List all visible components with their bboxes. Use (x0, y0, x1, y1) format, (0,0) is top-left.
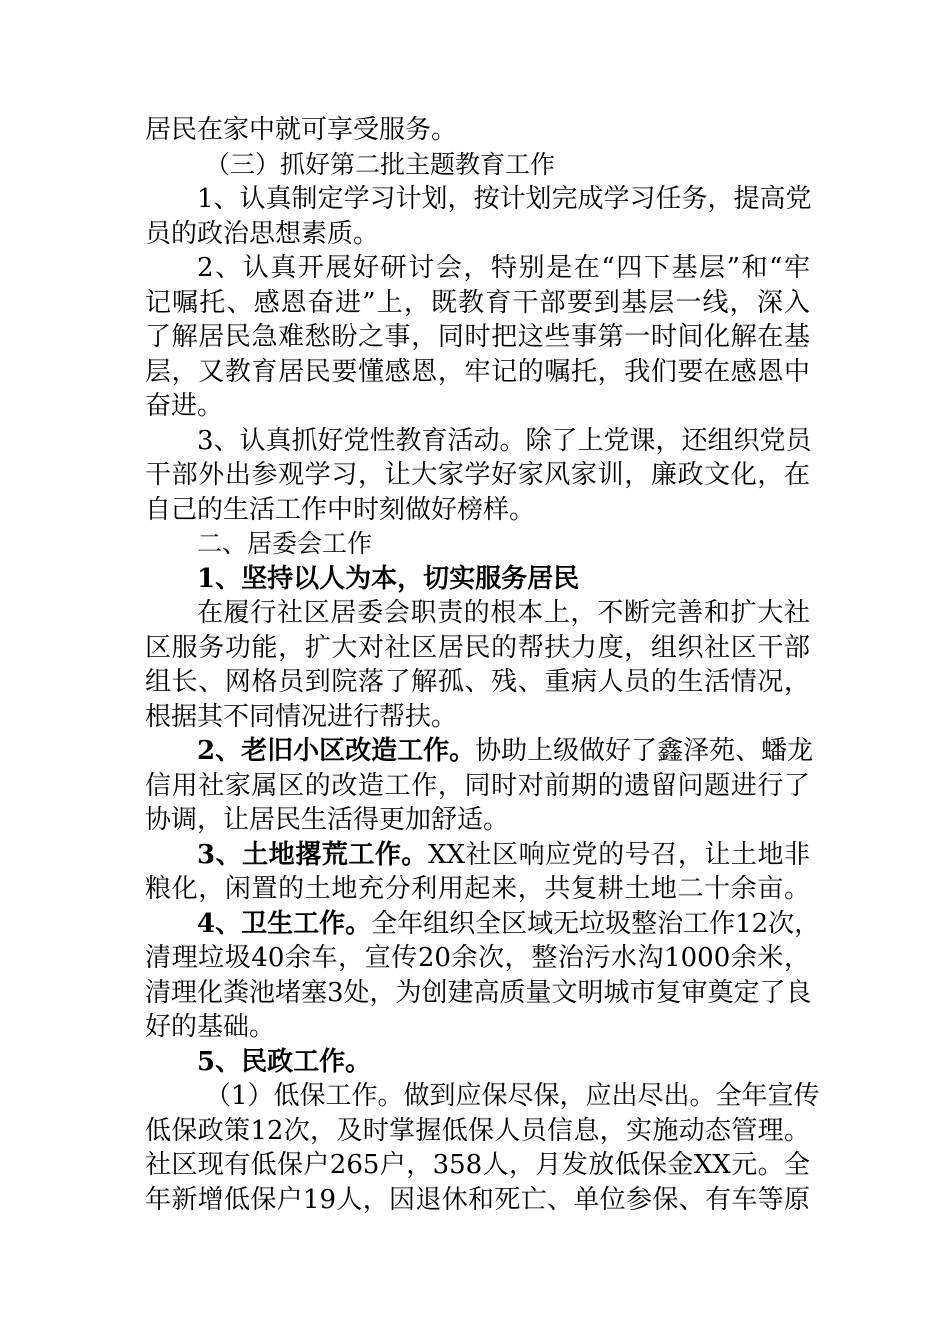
paragraph-line: 1、认真制定学习计划，按计划完成学习任务，提高党 (197, 184, 812, 214)
paragraph-line: 自己的生活工作中时刻做好榜样。 (145, 494, 536, 525)
paragraph-line (145, 734, 814, 769)
paragraph-line: 组长、网格员到院落了解孤、残、重病人员的生活情况， (145, 667, 810, 697)
paragraph-line (145, 838, 810, 873)
paragraph-line: （1）低保工作。做到应保尽保，应出尽出。全年宣传 (205, 1081, 820, 1111)
section-heading: （三）抓好第二批主题教育工作 (205, 149, 556, 179)
paragraph-line (145, 907, 821, 942)
item-title: 4、卫生工作。 (197, 908, 372, 939)
document-page (145, 113, 821, 1217)
paragraph-line: 干部外出参观学习，让大家学好家风家训，廉政文化，在 (145, 460, 810, 490)
paragraph-line: 奋进。 (145, 391, 224, 421)
paragraph-line: 低保政策12次，及时掌握低保人员信息，实施动态管理。 (145, 1115, 810, 1146)
paragraph-line: 清理垃圾40余车，宣传20余次，整治污水沟1000余米， (145, 943, 810, 973)
item-text: 协助上级做好了鑫泽苑、蟠龙 (475, 736, 814, 766)
paragraph-line: 记嘱托、感恩奋进”上，既教育干部要到基层一线，深入 (145, 287, 810, 318)
paragraph-line: 层，又教育居民要懂感恩，牢记的嘱托，我们要在感恩中 (145, 356, 810, 387)
paragraph-line: 清理化粪池堵塞3处，为创建高质量文明城市复审奠定了良 (145, 977, 812, 1008)
paragraph-line: 了解居民急难愁盼之事，同时把这些事第一时间化解在基 (145, 322, 810, 352)
paragraph-line: 社区现有低保户265户，358人，月发放低保金XX元。全 (145, 1150, 810, 1180)
paragraph-line: 2、认真开展好研讨会，特别是在“四下基层”和“牢 (197, 253, 810, 283)
item-text: 全年组织全区域无垃圾整治工作12次， (371, 908, 821, 939)
paragraph-line: 居民在家中就可享受服务。 (145, 115, 458, 145)
paragraph-line: 年新增低保户19人，因退休和死亡、单位参保、有车等原 (145, 1184, 810, 1215)
subsection-heading: 5、民政工作。 (197, 1046, 372, 1077)
paragraph-line: 根据其不同情况进行帮扶。 (145, 701, 458, 732)
item-title: 2、老旧小区改造工作。 (197, 736, 476, 766)
section-heading: 二、居委会工作 (197, 529, 373, 558)
paragraph-line: 信用社家属区的改造工作，同时对前期的遗留问题进行了 (145, 770, 810, 801)
paragraph-line: 协调，让居民生活得更加舒适。 (145, 805, 510, 835)
paragraph-line: 粮化，闲置的土地充分利用起来，共复耕土地二十余亩。 (145, 874, 810, 904)
paragraph-line: 员的政治思想素质。 (145, 218, 380, 249)
paragraph-line: 在履行社区居委会职责的根本上，不断完善和扩大社 (197, 598, 810, 628)
item-text: XX社区响应党的号召，让土地非 (427, 839, 810, 870)
paragraph-line: 区服务功能，扩大对社区居民的帮扶力度，组织社区干部 (145, 632, 810, 663)
item-title: 3、土地撂荒工作。 (197, 839, 428, 870)
paragraph-line: 3、认真抓好党性教育活动。除了上党课，还组织党员 (197, 425, 812, 456)
paragraph-line: 好的基础。 (145, 1012, 276, 1042)
subsection-heading: 1、坚持以人为本，切实服务居民 (197, 563, 580, 594)
